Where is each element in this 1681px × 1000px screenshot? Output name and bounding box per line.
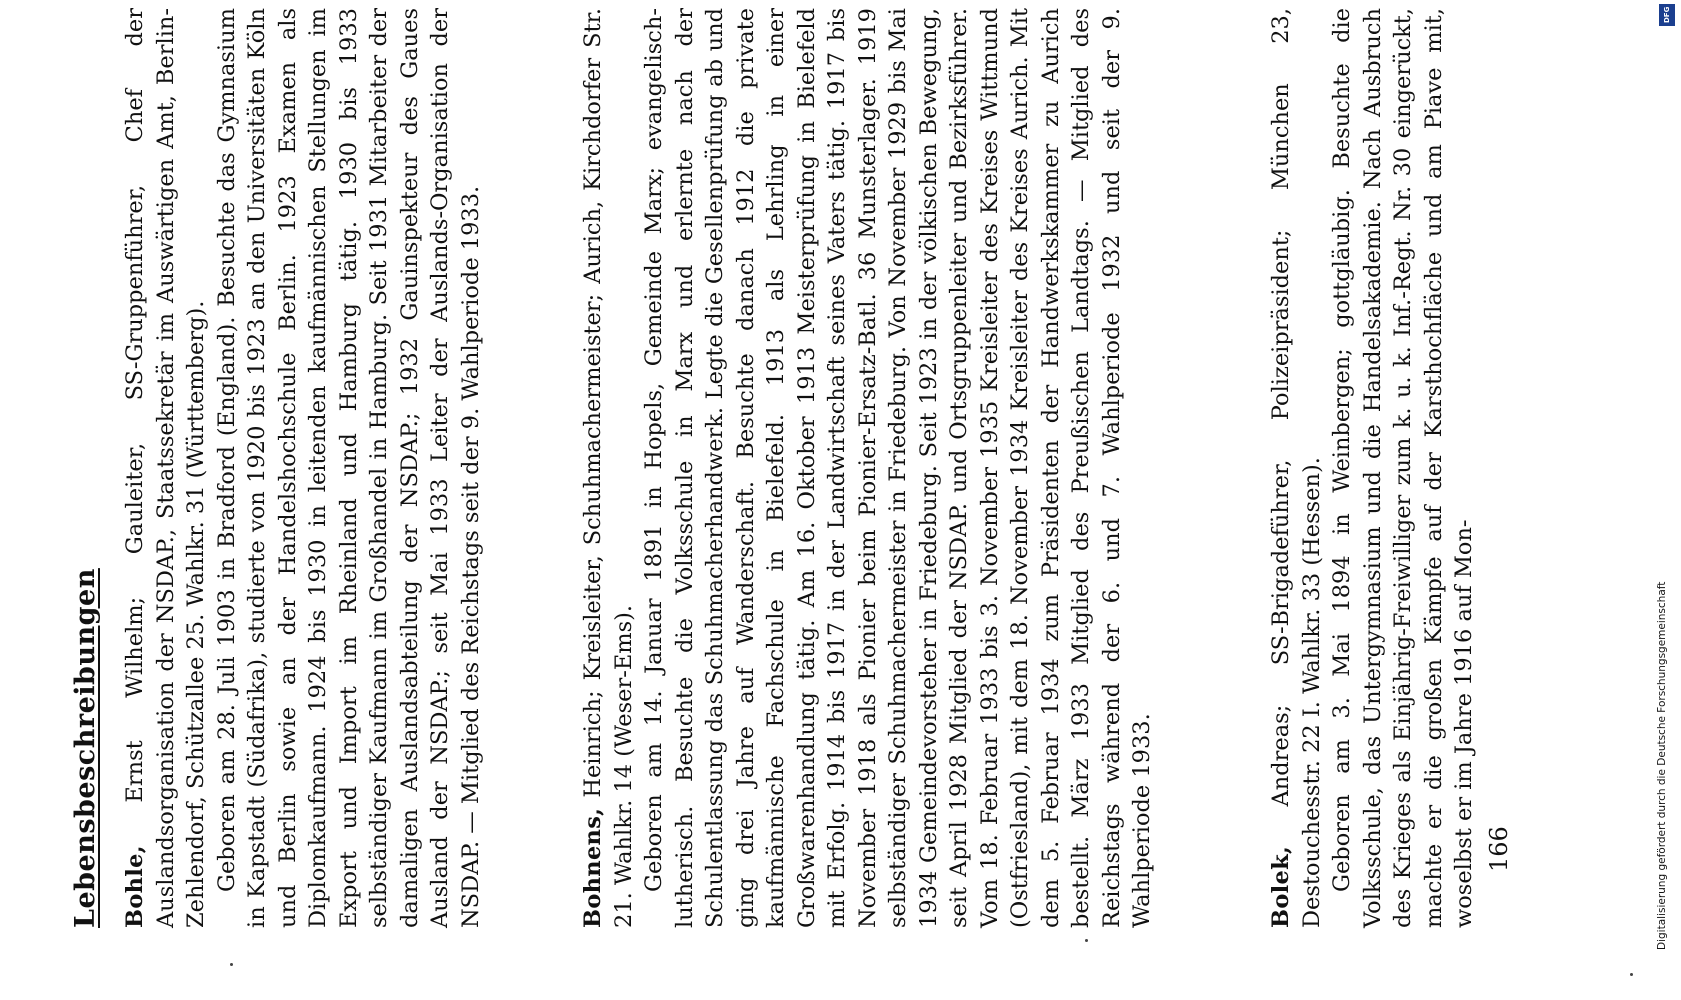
biography-entry-bohnens [578, 8, 1158, 928]
scan-speck [1085, 939, 1088, 942]
scan-speck [1630, 973, 1633, 976]
entry-name: Bohnens, [580, 807, 606, 928]
entry-body: Geboren am 28. Juli 1903 in Bradford (England). Besuchte das Gymnasium in Kapstadt (Südafrika), studierte von 1920 bis 1923 an den Universitäten Köln und Berlin sowie an der Handelshochschule Berlin. 1923 Examen als Diplomkaufmann. 1924 bis 1930 in leitenden kaufmännischen Stellungen im Export und Import im Rheinland und Hamburg tätig. 1930 bis 1933 selbständiger Kaufmann im Großhandel in Hamburg. Seit 1931 Mitarbeiter der damaligen Auslandsabteilung der NSDAP.; 1932 Gauinspekteur des Gaues Ausland der NSDAP.; seit Mai 1933 Leiter der Auslands-Organisation der NSDAP. — Mitglied des Reichstags seit der 9. Wahlperiode 1933. [213, 8, 484, 928]
digitization-imprint [1655, 0, 1679, 1000]
entry-body: Geboren am 14. Januar 1891 in Hopels, Gemeinde Marx; evangelisch-lutherisch. Besuchte die Volksschule in Marx und erlernte nach der Schulentlassung das Schuhmacherhandwerk. Legte die Gesellenprüfung ab und ging drei Jahre auf Wanderschaft. Besuchte danach 1912 die private kaufmännische Fachschule in Bielefeld. 1913 als Lehrling in einer Großwarenhandlung tätig. Am 16. Oktober 1913 Meisterprüfung in Bielefeld mit Erfolg. 1914 bis 1917 in der Landwirtschaft seines Vaters tätig. 1917 bis November 1918 als Pionier beim Pionier-Ersatz-Batl. 36 Munsterlager. 1919 selbständiger Schuhmachermeister in Friedeburg. Von November 1929 bis Mai 1934 Gemeindevorsteher in Friedeburg. Seit 1923 in der völkischen Bewegung, seit April 1928 Mitglied der NSDAP. und Ortsgruppenleiter und Bezirksführer. Vom 18. Februar 1933 bis 3. November 1935 Kreisleiter des Kreises Wittmund (Ostfriesland), mit dem 18. November 1934 Kreisleiter des Kreises Aurich. Mit dem 5. Februar 1934 zum Präsidenten der Handwerkskammer zu Aurich bestellt. März 1933 Mitglied des Preußischen Landtags. — Mitglied des Reichstags während der 6. und 7. Wahlperiode 1932 und seit der 9. Wahlperiode 1933. [641, 8, 1155, 928]
entry-head-text: Andreas; SS-Brigadeführer, Polizeipräsident; München 23, Destouchesstr. 22 I. Wahlkr. 33 (Hessen). [1268, 8, 1325, 928]
biography-entry-bolek [1266, 8, 1480, 928]
entry-name: Bohle, [122, 845, 148, 928]
entry-head-text: Heinrich; Kreisleiter, Schuhmachermeister; Aurich, Kirchdorfer Str. 21. Wahlkr. 14 (Weser-Ems). [580, 7, 637, 928]
page-header: Lebensbeschreibungen [70, 568, 101, 928]
entry-heading [578, 8, 639, 928]
dfg-logo-icon: DFG [1659, 4, 1675, 26]
page-number: 166 [1485, 826, 1513, 872]
entry-heading [1266, 8, 1327, 928]
biography-entry-bohle [120, 8, 486, 928]
imprint-text: Digitalisierung gefördert durch die Deutsche Forschungsgemeinschaft [1656, 581, 1668, 950]
entry-head-text: Ernst Wilhelm; Gauleiter, SS-Gruppenführer, Chef der Auslandsorganisation der NSDAP., Staatssekretär im Auswärtigen Amt, Berlin-Zehlendorf, Schützallee 25. Wahlkr. 31 (Württemberg). [122, 8, 209, 928]
entry-name: Bolek, [1268, 845, 1294, 928]
entry-body: Geboren am 3. Mai 1894 in Weinbergen; gottgläubig. Besuchte die Volksschule, das Untergymnasium und die Handelsakademie. Nach Ausbruch des Krieges als Einjährig-Freiwilliger zum k. u. k. Inf.-Regt. Nr. 30 eingerückt, machte er die großen Kämpfe auf der Karsthochfläche und am Piave mit, woselbst er im Jahre 1916 auf Mon- [1329, 8, 1477, 928]
entry-heading [120, 8, 212, 928]
scan-speck [230, 963, 233, 966]
